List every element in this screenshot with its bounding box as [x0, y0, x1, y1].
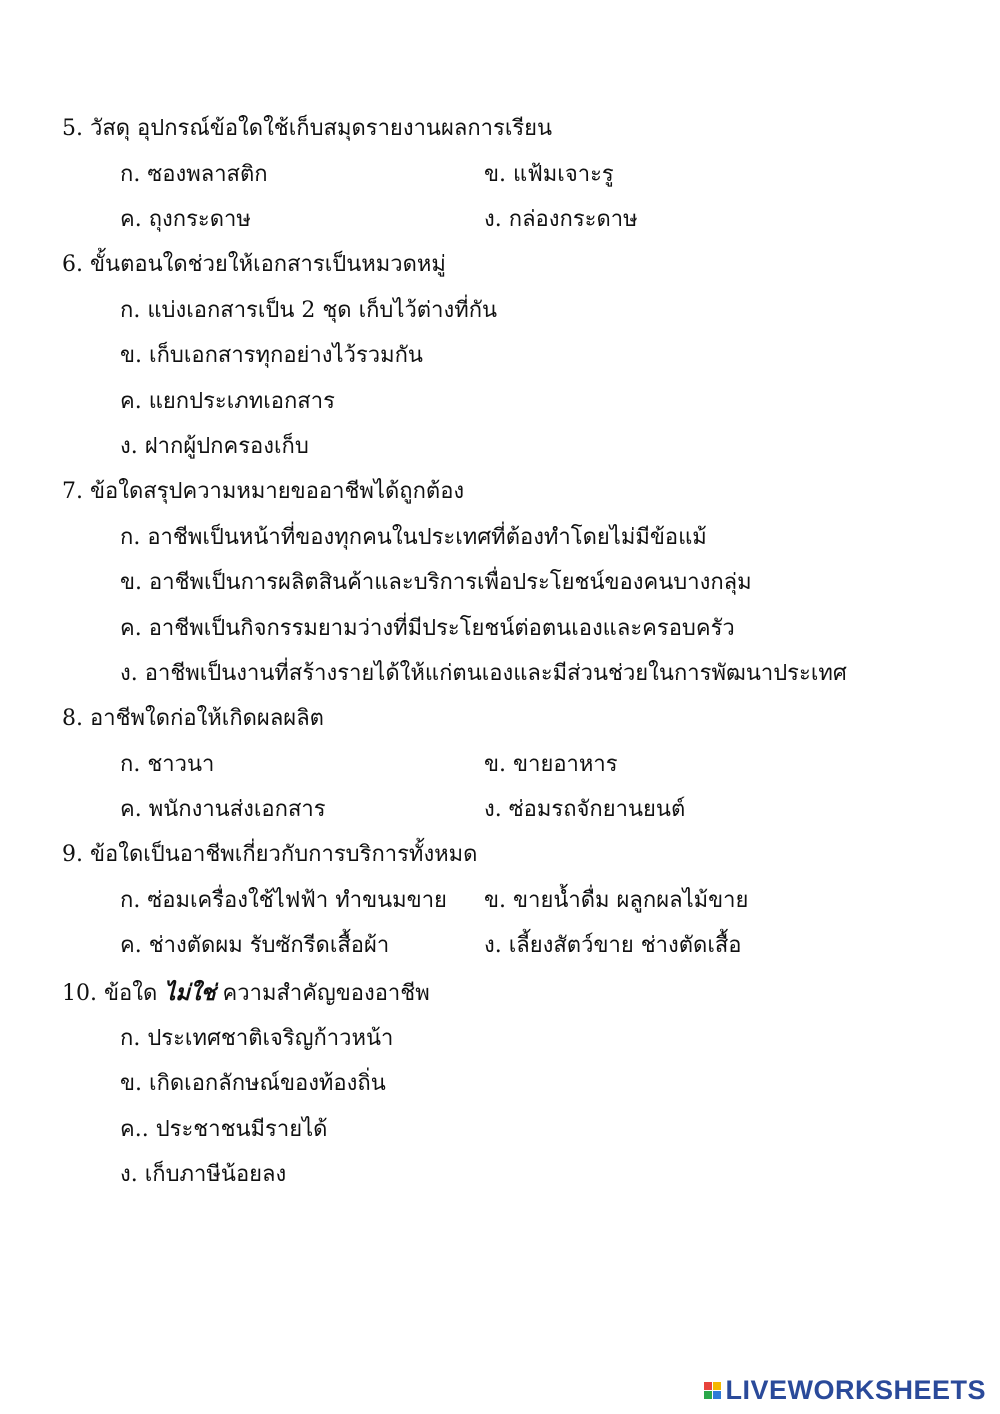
option-text: แยกประเภทเอกสาร: [148, 389, 335, 414]
question-6: [62, 250, 446, 280]
option-text: พนักงานส่งเอกสาร: [148, 797, 326, 822]
option-text: อาชีพเป็นการผลิตสินค้าและบริการเพื่อประโยชน์ของคนบางกลุ่ม: [149, 570, 752, 595]
q7-option-c: [120, 614, 735, 644]
q8-option-a: [120, 750, 214, 780]
option-letter: ค..: [120, 1117, 149, 1142]
option-text: แบ่งเอกสารเป็น 2 ชุด เก็บไว้ต่างที่กัน: [147, 298, 498, 323]
question-text-emphasis: ไม่ใช่: [164, 980, 216, 1006]
liveworksheets-logo-text: LIVEWORKSHEETS: [725, 1375, 986, 1405]
q9-option-c: [120, 931, 389, 961]
option-text: ขายอาหาร: [513, 752, 618, 777]
q5-option-d: [484, 205, 638, 235]
option-text: ฝากผู้ปกครองเก็บ: [144, 434, 309, 459]
option-text: กล่องกระดาษ: [508, 207, 638, 232]
q5-option-b: [484, 160, 614, 190]
q9-option-b: [484, 886, 748, 916]
option-letter: ค.: [120, 207, 142, 232]
question-7: [62, 477, 464, 507]
option-text: ขายน้ำดื่ม ผลูกผลไม้ขาย: [513, 888, 749, 913]
option-letter: ง.: [484, 207, 502, 232]
option-letter: ก.: [120, 162, 141, 187]
q8-option-d: [484, 795, 685, 825]
option-text: เก็บภาษีน้อยลง: [144, 1162, 287, 1187]
option-text: ประเทศชาติเจริญก้าวหน้า: [147, 1026, 394, 1051]
option-text: เลี้ยงสัตว์ขาย ช่างตัดเสื้อ: [508, 933, 742, 958]
q10-option-b: [120, 1069, 386, 1099]
option-letter: ค.: [120, 797, 142, 822]
question-number: 9.: [62, 842, 83, 867]
q8-option-b: [484, 750, 618, 780]
q7-option-b: [120, 568, 752, 598]
q6-option-b: [120, 341, 423, 371]
question-8: [62, 704, 324, 734]
q9-option-a: [120, 886, 447, 916]
question-text-after: ความสำคัญของอาชีพ: [222, 981, 430, 1006]
option-letter: ง.: [484, 933, 502, 958]
q6-option-d: [120, 432, 309, 462]
question-text: อาชีพใดก่อให้เกิดผลผลิต: [90, 706, 324, 731]
q7-option-a: [120, 523, 707, 553]
option-letter: ง.: [484, 797, 502, 822]
option-text: อาชีพเป็นหน้าที่ของทุกคนในประเทศที่ต้องทำโดยไม่มีข้อแม้: [147, 525, 707, 550]
option-letter: ค.: [120, 933, 142, 958]
q5-option-a: [120, 160, 268, 190]
option-text: อาชีพเป็นงานที่สร้างรายได้ให้แก่ตนเองและมีส่วนช่วยในการพัฒนาประเทศ: [144, 661, 847, 686]
liveworksheets-logo-icon: [704, 1382, 721, 1399]
option-letter: ข.: [484, 162, 507, 187]
q8-option-c: [120, 795, 326, 825]
option-letter: ข.: [120, 1071, 143, 1096]
option-letter: ง.: [120, 434, 138, 459]
liveworksheets-logo[interactable]: [704, 1375, 986, 1406]
option-letter: ข.: [120, 343, 143, 368]
option-text: เกิดเอกลักษณ์ของท้องถิ่น: [149, 1071, 386, 1096]
question-5: [62, 114, 552, 144]
option-text: เก็บเอกสารทุกอย่างไว้รวมกัน: [149, 343, 423, 368]
q10-option-a: [120, 1024, 393, 1054]
q5-option-c: [120, 205, 251, 235]
option-text: ประชาชนมีรายได้: [155, 1117, 328, 1142]
question-text: ขั้นตอนใดช่วยให้เอกสารเป็นหมวดหมู่: [90, 252, 446, 277]
option-text: แฟ้มเจาะรู: [513, 162, 614, 187]
option-letter: ก.: [120, 298, 141, 323]
option-letter: ข.: [484, 888, 507, 913]
option-text: ซ่อมเครื่องใช้ไฟฟ้า ทำขนมขาย: [147, 888, 447, 913]
option-text: ซ่อมรถจักยานยนต์: [508, 797, 686, 822]
option-text: ชาวนา: [147, 752, 215, 777]
option-letter: ก.: [120, 888, 141, 913]
option-letter: ก.: [120, 1026, 141, 1051]
q6-option-a: [120, 296, 497, 326]
question-text-before: ข้อใด: [104, 981, 158, 1006]
option-text: ถุงกระดาษ: [148, 207, 251, 232]
q7-option-d: [120, 659, 847, 689]
question-text: วัสดุ อุปกรณ์ข้อใดใช้เก็บสมุดรายงานผลการเรียน: [90, 116, 553, 141]
question-number: 6.: [62, 252, 83, 277]
option-text: ซองพลาสติก: [147, 162, 268, 187]
q10-option-c: [120, 1115, 327, 1145]
q10-option-d: [120, 1160, 286, 1190]
option-letter: ค.: [120, 389, 142, 414]
question-number: 10.: [62, 981, 97, 1006]
question-text: ข้อใดสรุปความหมายขออาชีพได้ถูกต้อง: [90, 479, 465, 504]
option-letter: ก.: [120, 752, 141, 777]
question-text: ข้อใดเป็นอาชีพเกี่ยวกับการบริการทั้งหมด: [90, 842, 478, 867]
option-letter: ก.: [120, 525, 141, 550]
option-letter: ค.: [120, 616, 142, 641]
question-9: [62, 840, 477, 870]
option-text: ช่างตัดผม รับซักรีดเสื้อผ้า: [148, 933, 390, 958]
option-text: อาชีพเป็นกิจกรรมยามว่างที่มีประโยชน์ต่อตนเองและครอบครัว: [148, 616, 735, 641]
option-letter: ข.: [120, 570, 143, 595]
question-number: 5.: [62, 116, 83, 141]
question-number: 7.: [62, 479, 83, 504]
q9-option-d: [484, 931, 742, 961]
option-letter: ข.: [484, 752, 507, 777]
option-letter: ง.: [120, 661, 138, 686]
option-letter: ง.: [120, 1162, 138, 1187]
question-number: 8.: [62, 706, 83, 731]
question-10: [62, 978, 430, 1009]
q6-option-c: [120, 387, 335, 417]
